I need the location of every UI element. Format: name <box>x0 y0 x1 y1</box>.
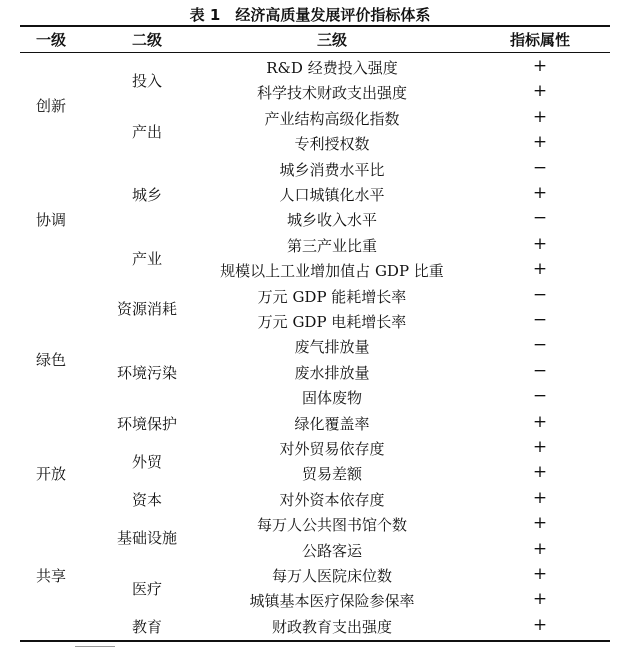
header-level2: 二级 <box>131 31 162 49</box>
indicator-attribute: + <box>532 437 548 457</box>
indicator-name: 每万人医院床位数 <box>271 567 392 585</box>
footnote-rule <box>75 646 115 647</box>
indicator-name: 万元 GDP 能耗增长率 <box>257 287 407 306</box>
indicator-name: 科学技术财政支出强度 <box>256 84 407 103</box>
header-level1: 一级 <box>35 31 66 49</box>
level1-category: 绿色 <box>35 351 66 370</box>
indicator-name: 人口城镇化水平 <box>279 186 385 204</box>
indicator-name: 贸易差额 <box>301 465 362 484</box>
level2-category: 产出 <box>131 122 162 141</box>
indicator-name: 产业结构高级化指数 <box>264 109 400 128</box>
indicator-name: 规模以上工业增加值占 GDP 比重 <box>220 262 444 281</box>
level2-category: 环境污染 <box>116 363 177 382</box>
indicator-name: 每万人公共图书馆个数 <box>256 516 407 535</box>
level1-category: 开放 <box>35 465 66 484</box>
indicator-attribute: + <box>532 132 548 153</box>
indicator-attribute: + <box>532 56 548 76</box>
indicator-attribute: − <box>532 386 548 407</box>
indicator-name: 废水排放量 <box>294 363 370 382</box>
indicator-name: 财政教育支出强度 <box>271 617 392 636</box>
top-rule <box>20 25 610 27</box>
indicator-attribute: + <box>532 183 548 203</box>
indicator-attribute: + <box>532 81 548 102</box>
header-rule <box>20 52 610 53</box>
indicator-attribute: − <box>532 208 548 229</box>
bottom-rule <box>20 640 610 642</box>
level2-category: 投入 <box>131 71 162 90</box>
indicator-name: 城镇基本医疗保险参保率 <box>249 592 415 611</box>
indicator-attribute: + <box>532 411 548 432</box>
indicator-attribute: + <box>532 233 548 254</box>
level2-category: 资源消耗 <box>116 300 177 319</box>
indicator-name: 固体废物 <box>301 389 362 408</box>
indicator-attribute: + <box>532 106 548 127</box>
indicator-attribute: − <box>532 360 548 381</box>
indicator-name: 城乡收入水平 <box>286 211 377 230</box>
level2-category: 城乡 <box>131 186 162 204</box>
indicator-name: 城乡消费水平比 <box>279 160 385 179</box>
indicator-attribute: − <box>532 310 548 330</box>
indicator-attribute: + <box>532 538 548 559</box>
indicator-attribute: + <box>532 589 548 610</box>
indicator-name: 万元 GDP 电耗增长率 <box>257 313 407 331</box>
indicator-attribute: + <box>532 462 548 483</box>
indicator-table <box>20 25 610 642</box>
indicator-name: 专利授权数 <box>294 135 370 154</box>
indicator-name: R&D 经费投入强度 <box>266 59 398 77</box>
indicator-attribute: + <box>532 259 548 280</box>
level1-category: 共享 <box>35 567 66 585</box>
indicator-name: 第三产业比重 <box>286 236 377 255</box>
indicator-attribute: − <box>532 157 548 178</box>
indicator-attribute: − <box>532 284 548 305</box>
indicator-attribute: + <box>532 513 548 534</box>
header-level3: 三级 <box>316 31 347 49</box>
header-attribute: 指标属性 <box>509 31 570 49</box>
level1-category: 协调 <box>35 211 66 230</box>
indicator-name: 对外贸易依存度 <box>279 440 385 458</box>
level2-category: 医疗 <box>131 579 162 598</box>
level2-category: 基础设施 <box>116 528 177 547</box>
indicator-name: 对外资本依存度 <box>279 490 385 509</box>
indicator-attribute: + <box>532 564 548 584</box>
indicator-name: 废气排放量 <box>294 338 370 357</box>
level2-category: 外贸 <box>131 452 162 471</box>
level2-category: 环境保护 <box>116 414 177 433</box>
level2-category: 产业 <box>131 249 162 268</box>
level2-category: 教育 <box>131 617 162 636</box>
level2-category: 资本 <box>131 490 162 509</box>
indicator-name: 公路客运 <box>301 541 362 560</box>
level1-category: 创新 <box>35 97 66 116</box>
table-caption: 表 1 经济高质量发展评价指标体系 <box>189 6 431 24</box>
indicator-attribute: + <box>532 614 548 635</box>
indicator-attribute: − <box>532 335 548 356</box>
indicator-attribute: + <box>532 487 548 508</box>
indicator-name: 绿化覆盖率 <box>294 414 370 433</box>
